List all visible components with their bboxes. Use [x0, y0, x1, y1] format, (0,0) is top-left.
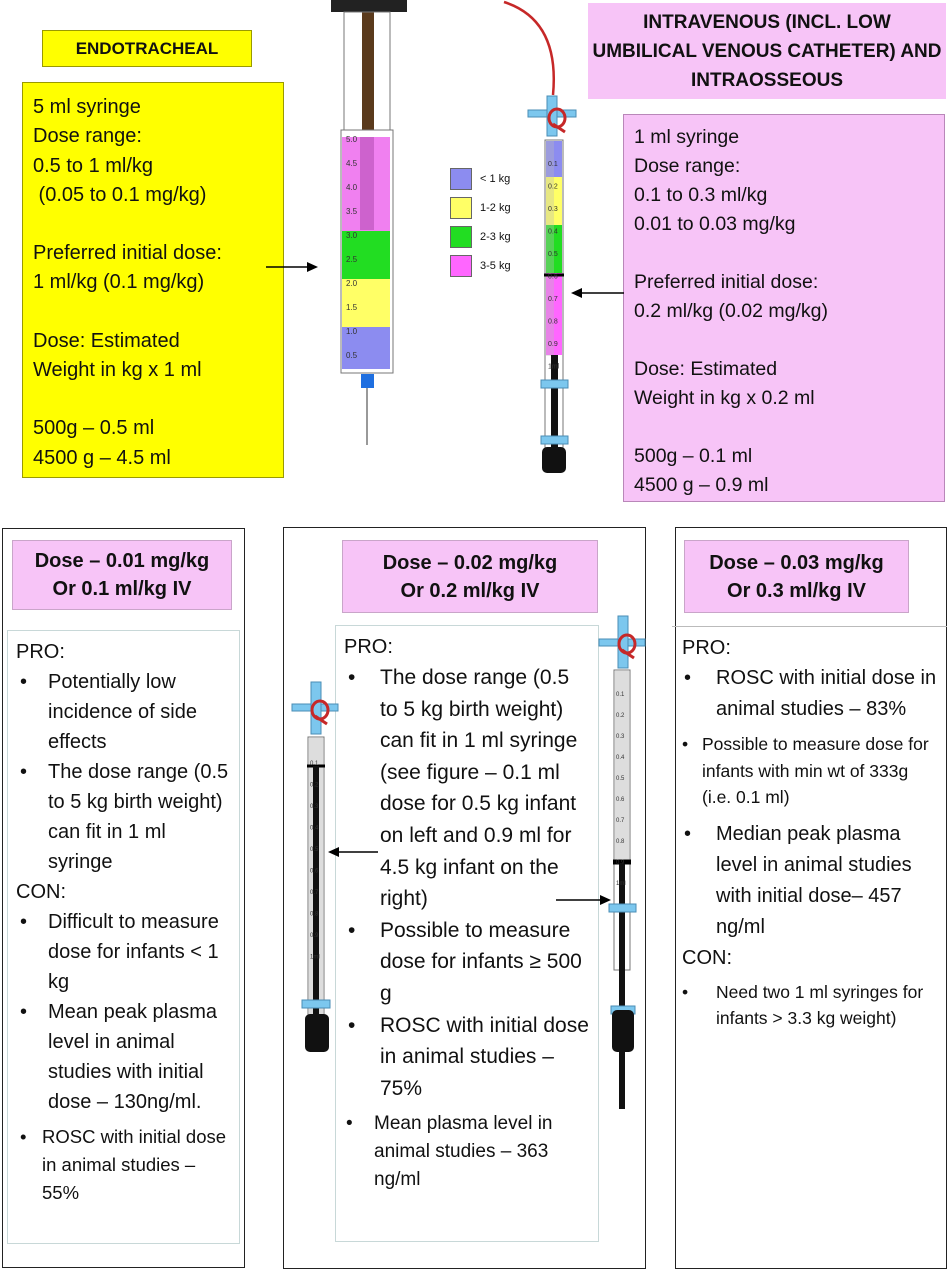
scale-tick-label: 0.8 [548, 318, 558, 326]
legend-swatch [450, 197, 472, 219]
scale-tick-label: 0.4 [548, 228, 558, 236]
scale-tick-label: 0.2 [548, 183, 558, 191]
title-line: Dose – 0.03 mg/kg [709, 551, 884, 574]
scale-tick-label: 3.5 [346, 207, 358, 216]
bottom-syringe-illustration [0, 600, 949, 1260]
scale-tick-label: 1.0 [346, 327, 358, 336]
syringe-1ml-top [528, 96, 576, 473]
scale-tick-label: 1.5 [346, 303, 358, 312]
scale-tick-label: 0.2 [310, 782, 319, 789]
pro-item: • Median peak plasma level in animal studies with initial dose– 457 ng/ml [680, 819, 939, 943]
con-item: • ROSC with initial dose in animal studies – 55% [16, 1123, 231, 1207]
scale-tick-label: 0.6 [616, 797, 625, 803]
et-line: Preferred initial dose: [33, 242, 222, 265]
iv-line: 0.01 to 0.03 mg/kg [634, 213, 796, 235]
legend-swatch [450, 226, 472, 248]
iv-line: 500g – 0.1 ml [634, 445, 753, 467]
iv-tubing [504, 2, 554, 95]
et-line: Dose: Estimated [33, 329, 180, 352]
scale-tick-label: 0.3 [616, 734, 625, 740]
et-line: Dose range: [33, 125, 142, 148]
scale-tick-label: 1ml [310, 954, 320, 961]
scale-tick-label: 0.1 [310, 761, 319, 767]
iv-line: 4500 g – 0.9 ml [634, 474, 769, 496]
scale-tick-label: 0.6 [310, 868, 319, 875]
et-line: (0.05 to 0.1 mg/kg) [33, 183, 207, 206]
title-line: Or 0.2 ml/kg IV [400, 579, 540, 602]
legend-item [450, 197, 511, 219]
legend-item [450, 226, 511, 248]
con-heading: CON: [682, 946, 732, 969]
title-line: Dose – 0.02 mg/kg [382, 551, 558, 574]
scale-tick-label: 0.1 [548, 161, 558, 168]
et-line: 4500 g – 4.5 ml [33, 446, 171, 469]
pro-heading: PRO: [344, 636, 393, 658]
scale-tick-label: 1ml [616, 881, 626, 887]
iv-line: 1 ml syringe [634, 126, 740, 148]
pro-item: • The dose range (0.5 to 5 kg birth weight) can fit in 1 ml syringe (see figure – 0.1 ml dose for 0.5 kg infant on left and 0.9 ml for 4.5 kg infant on the right) [344, 662, 590, 915]
scale-tick-label: 0.5 [346, 351, 358, 360]
iv-arrow-head [571, 288, 582, 298]
scale-tick-label: 0.6 [548, 273, 558, 281]
pro-item: • Potentially low incidence of side effects [16, 667, 231, 757]
left-arrow-head [328, 847, 339, 857]
title-line: Dose – 0.01 mg/kg [34, 550, 210, 572]
syringe-5ml [331, 0, 407, 445]
pro-item: • Possible to measure dose for infants ≥ 500 g [344, 915, 590, 1010]
et-line: 1 ml/kg (0.1 mg/kg) [33, 271, 205, 294]
scale-tick-label: 0.5 [616, 776, 625, 782]
scale-tick-label: 0.5 [548, 251, 558, 258]
scale-tick-label: 0.7 [310, 890, 319, 896]
legend-label: 3-5 kg [480, 260, 511, 272]
title-line: Or 0.1 ml/kg IV [52, 578, 192, 600]
pro-item: • ROSC with initial dose in animal studies –75% [344, 1010, 590, 1105]
scale-tick-label: 0.7 [616, 818, 625, 824]
legend-label: 1-2 kg [480, 202, 511, 214]
scale-tick-label: 0.8 [310, 911, 319, 918]
con-heading: CON: [16, 881, 66, 903]
scale-tick-label: 2.0 [346, 279, 358, 288]
con-item: • Mean peak plasma level in animal studies with initial dose – 130ng/ml. [16, 997, 231, 1117]
scale-tick-label: 4.0 [346, 183, 358, 192]
syringe-1ml-right [599, 616, 645, 1109]
legend-label: 2-3 kg [480, 231, 511, 243]
et-line: 5 ml syringe [33, 96, 141, 118]
pro-item: • Possible to measure dose for infants with min wt of 333g (i.e. 0.1 ml) [680, 731, 939, 811]
scale-tick-label: 0.1 [616, 692, 625, 698]
scale-tick-label: 3.0 [346, 231, 358, 240]
pro-heading: PRO: [682, 637, 731, 659]
scale-tick-label: 2.5 [346, 255, 358, 264]
scale-tick-label: 0.9 [616, 860, 625, 866]
scale-tick-label: 0.3 [548, 206, 558, 213]
iv-line: 0.2 ml/kg (0.02 mg/kg) [634, 300, 828, 322]
scale-tick-label: 1ml [548, 363, 560, 371]
scale-tick-label: 0.4 [310, 825, 319, 832]
scale-tick-label: 5.0 [346, 135, 358, 144]
scale-tick-label: 0.8 [616, 839, 625, 845]
scale-tick-label: 0.4 [616, 755, 625, 761]
scale-tick-label: 0.9 [548, 341, 558, 348]
legend-swatch [450, 168, 472, 190]
syringe-1ml-left [292, 682, 338, 1052]
iv-line: Dose range: [634, 155, 741, 177]
legend-item [450, 255, 511, 277]
legend-swatch [450, 255, 472, 277]
scale-tick-label: 0.9 [310, 933, 319, 939]
et-arrow-head [307, 262, 318, 272]
title-line: Or 0.3 ml/kg IV [727, 579, 866, 602]
endotracheal-title: ENDOTRACHEAL [42, 30, 252, 67]
et-line: 0.5 to 1 ml/kg [33, 154, 154, 177]
con-item: • Need two 1 ml syringes for infants > 3.3 kg weight) [680, 979, 939, 1032]
et-line: 500g – 0.5 ml [33, 417, 155, 440]
iv-line: Weight in kg x 0.2 ml [634, 387, 815, 409]
scale-tick-label: 0.3 [310, 804, 319, 810]
et-line: Weight in kg x 1 ml [33, 359, 202, 382]
pro-item: • The dose range (0.5 to 5 kg birth weight) can fit in 1 ml syringe [16, 757, 231, 877]
pro-heading: PRO: [16, 641, 65, 663]
scale-tick-label: 0.7 [548, 296, 558, 303]
iv-line: 0.1 to 0.3 ml/kg [634, 184, 768, 206]
iv-line: Dose: Estimated [634, 358, 778, 380]
scale-tick-label: 4.5 [346, 159, 358, 168]
scale-tick-label: 0.2 [616, 713, 625, 719]
scale-tick-label: 0.5 [310, 847, 319, 853]
legend-label: < 1 kg [480, 173, 511, 185]
iv-line: Preferred initial dose: [634, 271, 819, 293]
pro-item: • ROSC with initial dose in animal studies – 83% [680, 663, 939, 725]
pro-item: • Mean plasma level in animal studies – 363 ng/ml [344, 1110, 590, 1194]
con-item: • Difficult to measure dose for infants < 1 kg [16, 907, 231, 997]
legend-item [450, 168, 510, 190]
intravenous-title: INTRAVENOUS (INCL. LOW UMBILICAL VENOUS CATHETER) AND INTRAOSSEOUS [588, 3, 946, 99]
